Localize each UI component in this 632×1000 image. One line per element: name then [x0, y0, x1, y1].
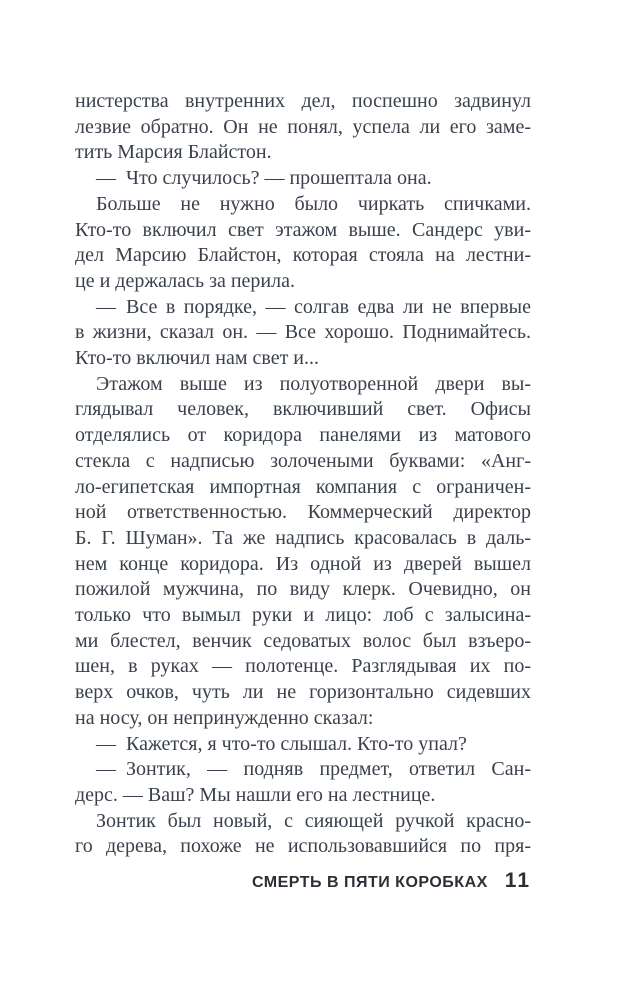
- text-line: отделялись от коридора панелями из матового: [75, 424, 531, 447]
- text-line: — Что случилось? — прошептала она.: [96, 167, 432, 190]
- text-line: Кто-то включил нам свет и...: [75, 347, 320, 370]
- text-line: стекла с надписью золочеными буквами: «Анг-: [75, 449, 531, 472]
- text-line: Кто-то включил свет этажом выше. Сандерс уви-: [75, 218, 531, 241]
- text-line: — Все в порядке, — солгав едва ли не впервые: [96, 295, 531, 318]
- text-line: дел Марсию Блайстон, которая стояла на лестни-: [75, 244, 531, 267]
- text-line: нем конце коридора. Из одной из дверей вышел: [75, 552, 531, 575]
- text-line: Б. Г. Шуман». Та же надпись красовалась в даль-: [75, 526, 531, 549]
- text-line: на носу, он непринужденно сказал:: [75, 706, 374, 729]
- page-footer: [75, 869, 531, 893]
- text-line: Зонтик был новый, с сияющей ручкой красно-: [96, 809, 531, 832]
- text-line: Больше не нужно было чиркать спичками.: [96, 192, 531, 215]
- text-line: лезвие обратно. Он не понял, успела ли его заме-: [75, 115, 531, 138]
- text-line: только что вымыл руки и лицо: лоб с залысина-: [75, 604, 531, 627]
- text-line: — Кажется, я что-то слышал. Кто-то упал?: [96, 732, 467, 755]
- text-line: — Зонтик, — подняв предмет, ответил Сан-: [96, 758, 531, 781]
- page-number: 11: [504, 869, 531, 892]
- text-line: тить Марсия Блайстон.: [75, 141, 272, 164]
- text-line: верх очков, чуть ли не горизонтально сидевших: [75, 681, 531, 704]
- text-line: Этажом выше из полуотворенной двери вы-: [96, 372, 531, 395]
- text-line: в жизни, сказал он. — Все хорошо. Поднимайтесь.: [75, 321, 531, 344]
- text-line: це и держалась за перила.: [75, 269, 295, 292]
- text-line: ной ответственностью. Коммерческий директор: [75, 501, 531, 524]
- text-line: шен, в руках — полотенце. Разглядывая их по-: [75, 655, 531, 678]
- body-text: [75, 89, 531, 860]
- text-line: ло-египетская импортная компания с ограничен-: [75, 475, 531, 498]
- text-line: глядывал человек, включивший свет. Офисы: [75, 398, 531, 421]
- text-line: пожилой мужчина, по виду клерк. Очевидно, он: [75, 578, 531, 601]
- text-line: нистерства внутренних дел, поспешно задвинул: [75, 90, 531, 112]
- text-line: ми блестел, венчик седоватых волос был взъеро-: [75, 629, 531, 652]
- text-line: го дерева, похоже не использовавшийся по пря-: [75, 835, 531, 858]
- running-title: СМЕРТЬ В ПЯТИ КОРОБКАХ: [251, 874, 488, 891]
- text-line: дерс. — Ваш? Мы нашли его на лестнице.: [75, 783, 436, 806]
